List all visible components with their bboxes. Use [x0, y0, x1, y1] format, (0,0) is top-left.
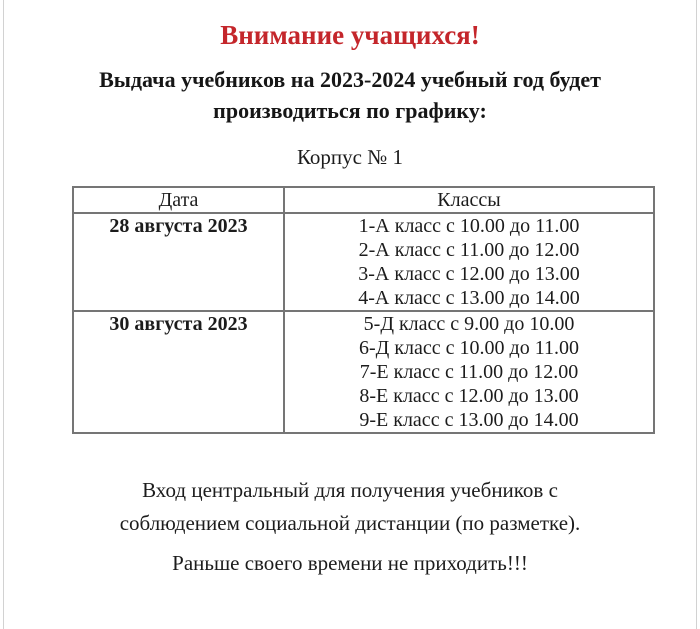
class-schedule-line: 9-Е класс с 13.00 до 14.00 — [359, 409, 579, 431]
classes-cell — [284, 311, 654, 433]
table-header-row — [73, 187, 654, 213]
page-edge-left — [3, 0, 4, 629]
date-cell: 30 августа 2023 — [73, 311, 284, 433]
class-schedule-line: 4-А класс с 13.00 до 14.00 — [358, 287, 580, 309]
schedule-table — [72, 186, 655, 434]
entrance-note: Вход центральный для получения учебников с соблюдением социальной дистанции (по разметке). — [119, 478, 581, 535]
class-schedule-line: 1-А класс с 10.00 до 11.00 — [358, 215, 580, 237]
class-schedule-line: 3-А класс с 12.00 до 13.00 — [358, 263, 580, 285]
page-edge-right — [696, 0, 697, 629]
classes-cell — [284, 213, 654, 311]
class-schedule-line: 2-А класс с 11.00 до 12.00 — [358, 239, 580, 261]
table-row — [73, 213, 654, 311]
page-title: Внимание учащихся! — [220, 20, 480, 50]
schedule-intro-text: Выдача учебников на 2023-2024 учебный год будет производиться по графику: — [99, 67, 601, 123]
class-schedule-line: 8-Е класс с 12.00 до 13.00 — [359, 385, 579, 407]
table-row — [73, 311, 654, 433]
column-header-classes: Классы — [284, 187, 654, 213]
class-schedule-line: 7-Е класс с 11.00 до 12.00 — [359, 361, 579, 383]
building-label: Корпус № 1 — [296, 145, 404, 169]
warning-note: Раньше своего времени не приходить!!! — [172, 551, 528, 575]
column-header-date: Дата — [73, 187, 284, 213]
class-schedule-line: 5-Д класс с 9.00 до 10.00 — [363, 313, 575, 335]
class-schedule-line: 6-Д класс с 10.00 до 11.00 — [359, 337, 579, 359]
date-cell: 28 августа 2023 — [73, 213, 284, 311]
